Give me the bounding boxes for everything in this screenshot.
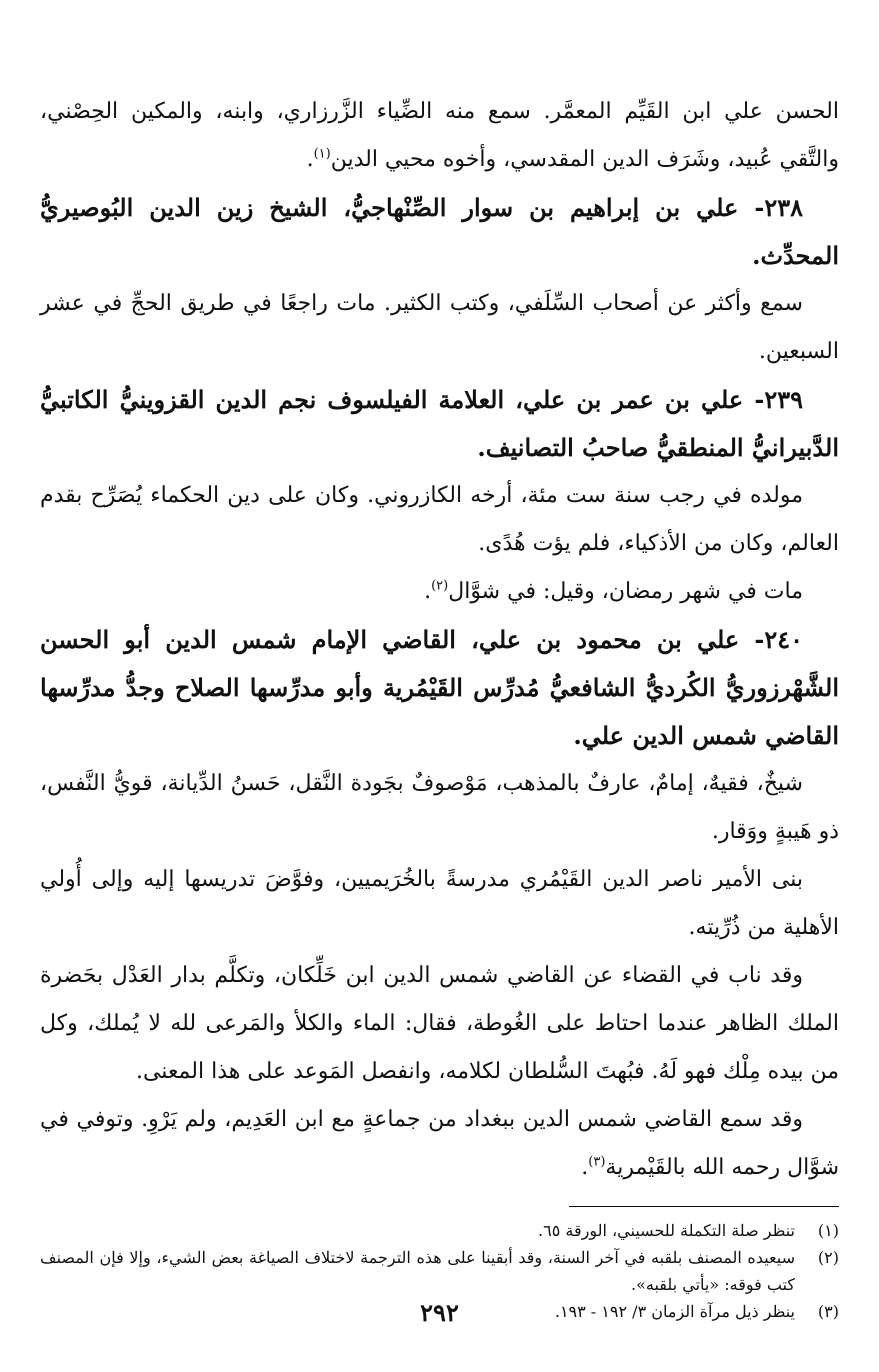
footnote-number: (٣) xyxy=(817,1302,839,1321)
paragraph-3: مولده في رجب سنة ست مئة، أرخه الكازروني. وكان على دين الحكماء يُصَرِّح بقدم العالم، وكان من الأذكياء، فلم يؤت هُدًى. xyxy=(40,483,839,556)
paragraph-5: شيخٌ، فقيهٌ، إمامٌ، عارفٌ بالمذهب، مَوْصوفٌ بجَودة النَّقل، حَسنُ الدِّيانة، قويُّ النَّفس، ذو هَيبةٍ ووَقار. xyxy=(40,771,839,844)
footnote-1 xyxy=(40,1217,839,1244)
paragraph-8: وقد سمع القاضي شمس الدين ببغداد من جماعةٍ مع ابن العَدِيم، ولم يَرْوِ. وتوفي في شوَّال رحمه الله بالقَيْمرية$^{(٣)}$. xyxy=(40,1107,839,1180)
footnote-number: (٢) xyxy=(817,1248,839,1267)
paragraph-7: وقد ناب في القضاء عن القاضي شمس الدين ابن خَلِّكان، وتكلَّم بدار العَدْل بحَضرة الملك الظاهر عندما احتاط على الغُوطة، فقال: الماء والكلأ والمَرعى لله لا يُملك، وكل من بيده مِلْك فهو لَهُ. فبُهتَ السُّلطان لكلامه، وانفصل المَوعد على هذا المعنى. xyxy=(40,963,839,1084)
paragraph-6: بنى الأمير ناصر الدين القَيْمُري مدرسةً بالخُرَيميين، وفوَّضَ تدريسها إليه وإلى أُولي الأهلية من ذُرِّيته. xyxy=(40,867,839,940)
footnote-text: تنظر صلة التكملة للحسيني، الورقة ٦٥. xyxy=(538,1221,795,1240)
footnote-ref-1: (١) xyxy=(313,146,331,162)
footnote-separator xyxy=(569,1206,839,1207)
footnote-text: سيعيده المصنف بلقبه في آخر السنة، وقد أبقينا على هذه الترجمة لاختلاف الصياغة بعض الشيء، وإلا فإن المصنف كتب فوقه: «يأتي بلقبه». xyxy=(40,1248,795,1294)
footnote-number: (١) xyxy=(817,1221,839,1240)
paragraph-1: الحسن علي ابن القَيِّم المعمَّر. سمع منه الضِّياء الزَّرزاري، وابنه، والمكين الحِصْني، والتَّقي عُبيد، وشَرَف الدين المقدسي، وأخوه محيي الدين$^{(١)}$. xyxy=(40,99,839,172)
page-number: ٢٩٢ xyxy=(420,1298,459,1327)
footnote-ref-3: (٣) xyxy=(588,1154,606,1170)
entry-239-heading: ٢٣٩- علي بن عمر بن علي، العلامة الفيلسوف نجم الدين القزوينيُّ الكاتبيُّ الدَّبيرانيُّ المنطقيُّ صاحبُ التصانيف. xyxy=(40,385,839,462)
paragraph-2: سمع وأكثر عن أصحاب السِّلَفي، وكتب الكثير. مات راجعًا في طريق الحجِّ في عشر السبعين. xyxy=(40,291,839,364)
entry-238-heading: ٢٣٨- علي بن إبراهيم بن سوار الصِّنْهاجيُّ، الشيخ زين الدين البُوصيريُّ المحدِّث. xyxy=(40,193,839,270)
footnote-ref-2: (٢) xyxy=(431,578,449,594)
main-text xyxy=(40,88,839,1192)
footnote-2 xyxy=(40,1244,839,1298)
footnote-text: ينظر ذيل مرآة الزمان ٣/ ١٩٢ - ١٩٣. xyxy=(554,1302,795,1321)
paragraph-4: مات في شهر رمضان، وقيل: في شوَّال$^{(٢)}$. xyxy=(424,578,803,604)
entry-240-heading: ٢٤٠- علي بن محمود بن علي، القاضي الإمام شمس الدين أبو الحسن الشَّهْرزوريُّ الكُرديُّ الشافعيُّ مُدرِّس القَيْمُرية وأبو مدرِّسها الصلاح وجدُّ مدرِّسها القاضي شمس الدين علي. xyxy=(40,625,839,750)
